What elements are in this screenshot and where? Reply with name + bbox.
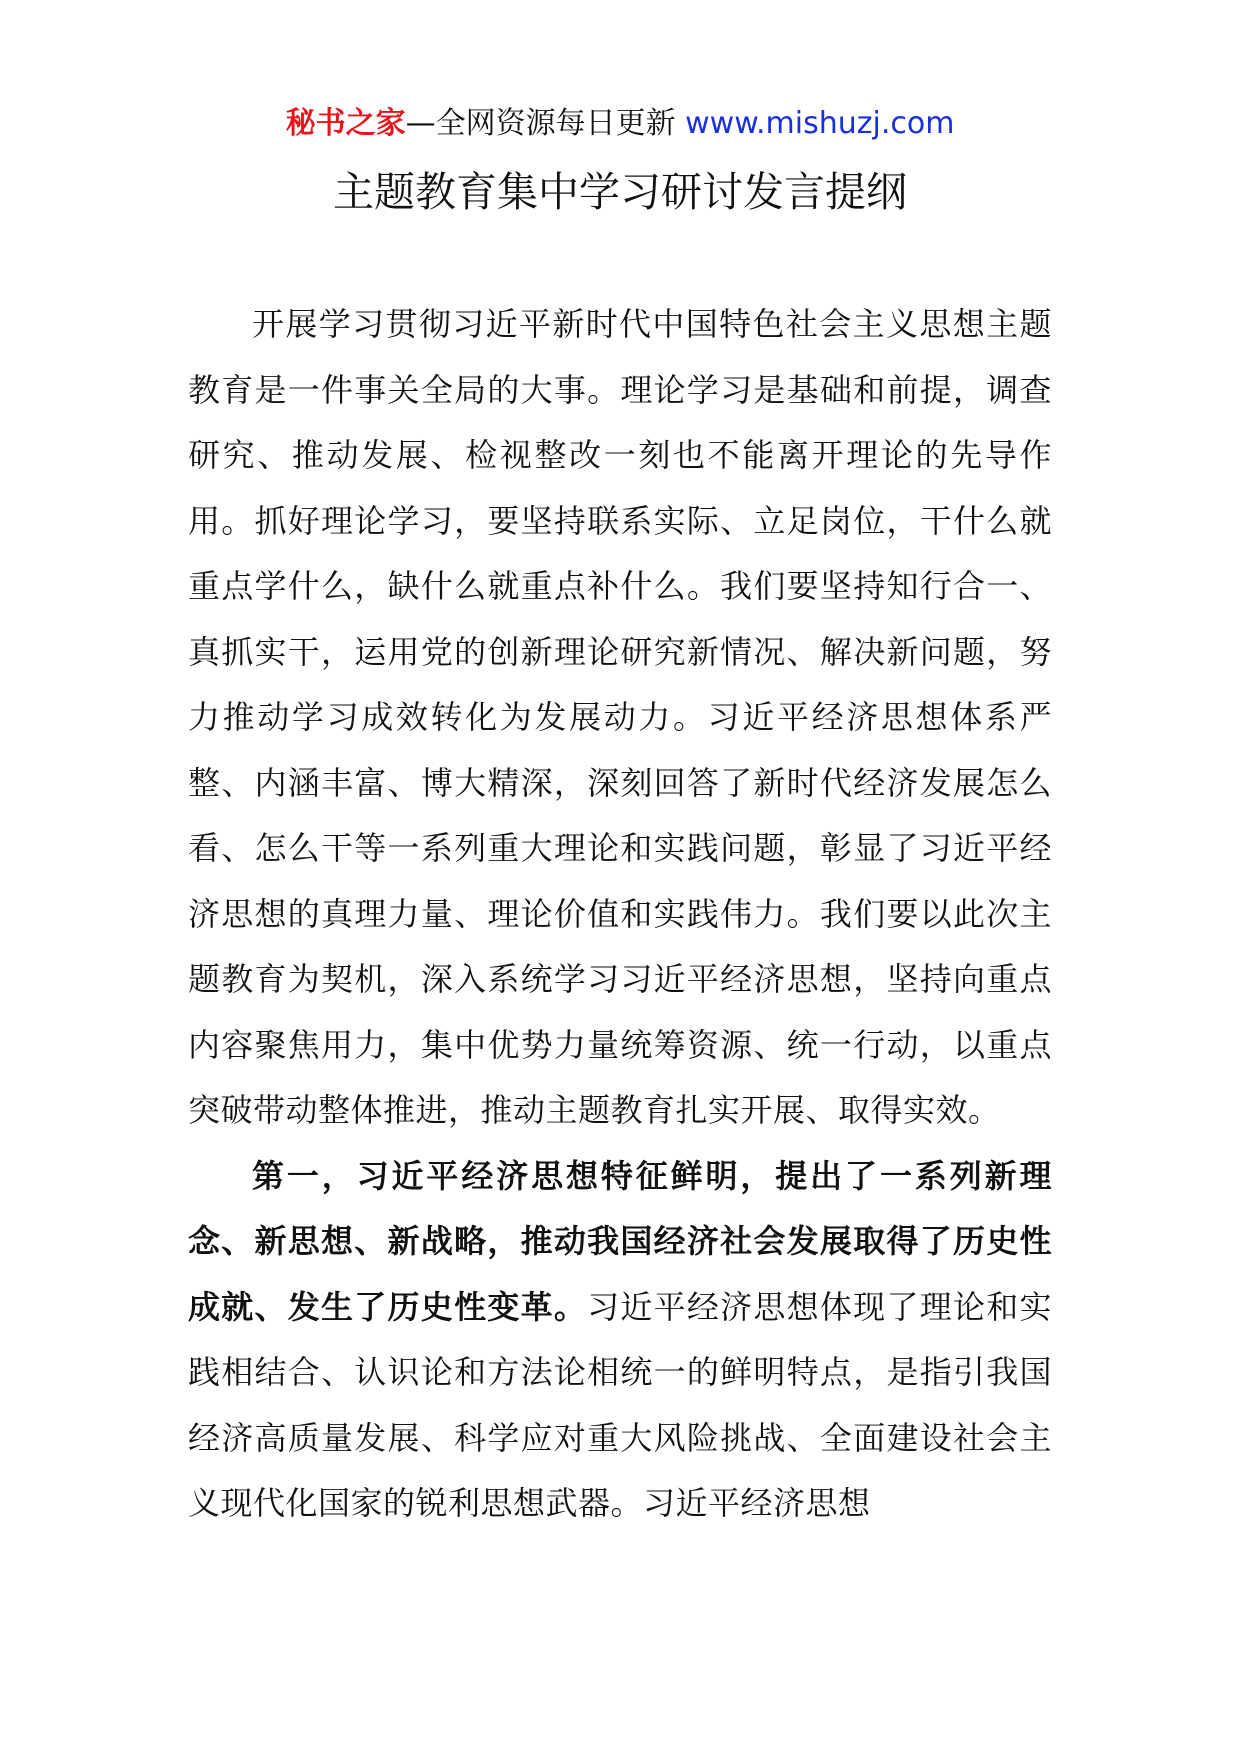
site-header	[0, 104, 1240, 144]
body-paragraph	[188, 1144, 1052, 1537]
site-url-link[interactable]: www.mishuzj.com	[685, 106, 955, 141]
site-slogan: —全网资源每日更新	[405, 106, 686, 141]
document-title: 主题教育集中学习研讨发言提纲	[333, 168, 907, 216]
body-paragraph	[188, 292, 1052, 1144]
site-name: 秘书之家	[285, 106, 406, 141]
paragraph-text: 开展学习贯彻习近平新时代中国特色社会主义思想主题教育是一件事关全局的大事。理论学习是基础和前提，调查研究、推动发展、检视整改一刻也不能离开理论的先导作用。抓好理论学习，要坚持联系实际、立足岗位，干什么就重点学什么，缺什么就重点补什么。我们要坚持知行合一、真抓实干，运用党的创新理论研究新情况、解决新问题，努力推动学习成效转化为发展动力。习近平经济思想体系严整、内涵丰富、博大精深，深刻回答了新时代经济发展怎么看、怎么干等一系列重大理论和实践问题，彰显了习近平经济思想的真理力量、理论价值和实践伟力。我们要以此次主题教育为契机，深入系统学习习近平经济思想，坚持向重点内容聚焦用力，集中优势力量统筹资源、统一行动，以重点突破带动整体推进，推动主题教育扎实开展、取得实效。	[188, 305, 1052, 1129]
document-body	[188, 292, 1052, 1537]
paragraph-lead-in: 第一，习近平经济思想特征鲜明，提出了一系列新理念、新思想、新战略，推动我国经济社会发展取得了历史性成就、发生了历史性变革。	[188, 1156, 1052, 1326]
paragraph-text: 习近平经济思想体现了理论和实践相结合、认识论和方法论相统一的鲜明特点，是指引我国经济高质量发展、科学应对重大风险挑战、全面建设社会主义现代化国家的锐利思想武器。习近平经济思想	[188, 1287, 1052, 1522]
